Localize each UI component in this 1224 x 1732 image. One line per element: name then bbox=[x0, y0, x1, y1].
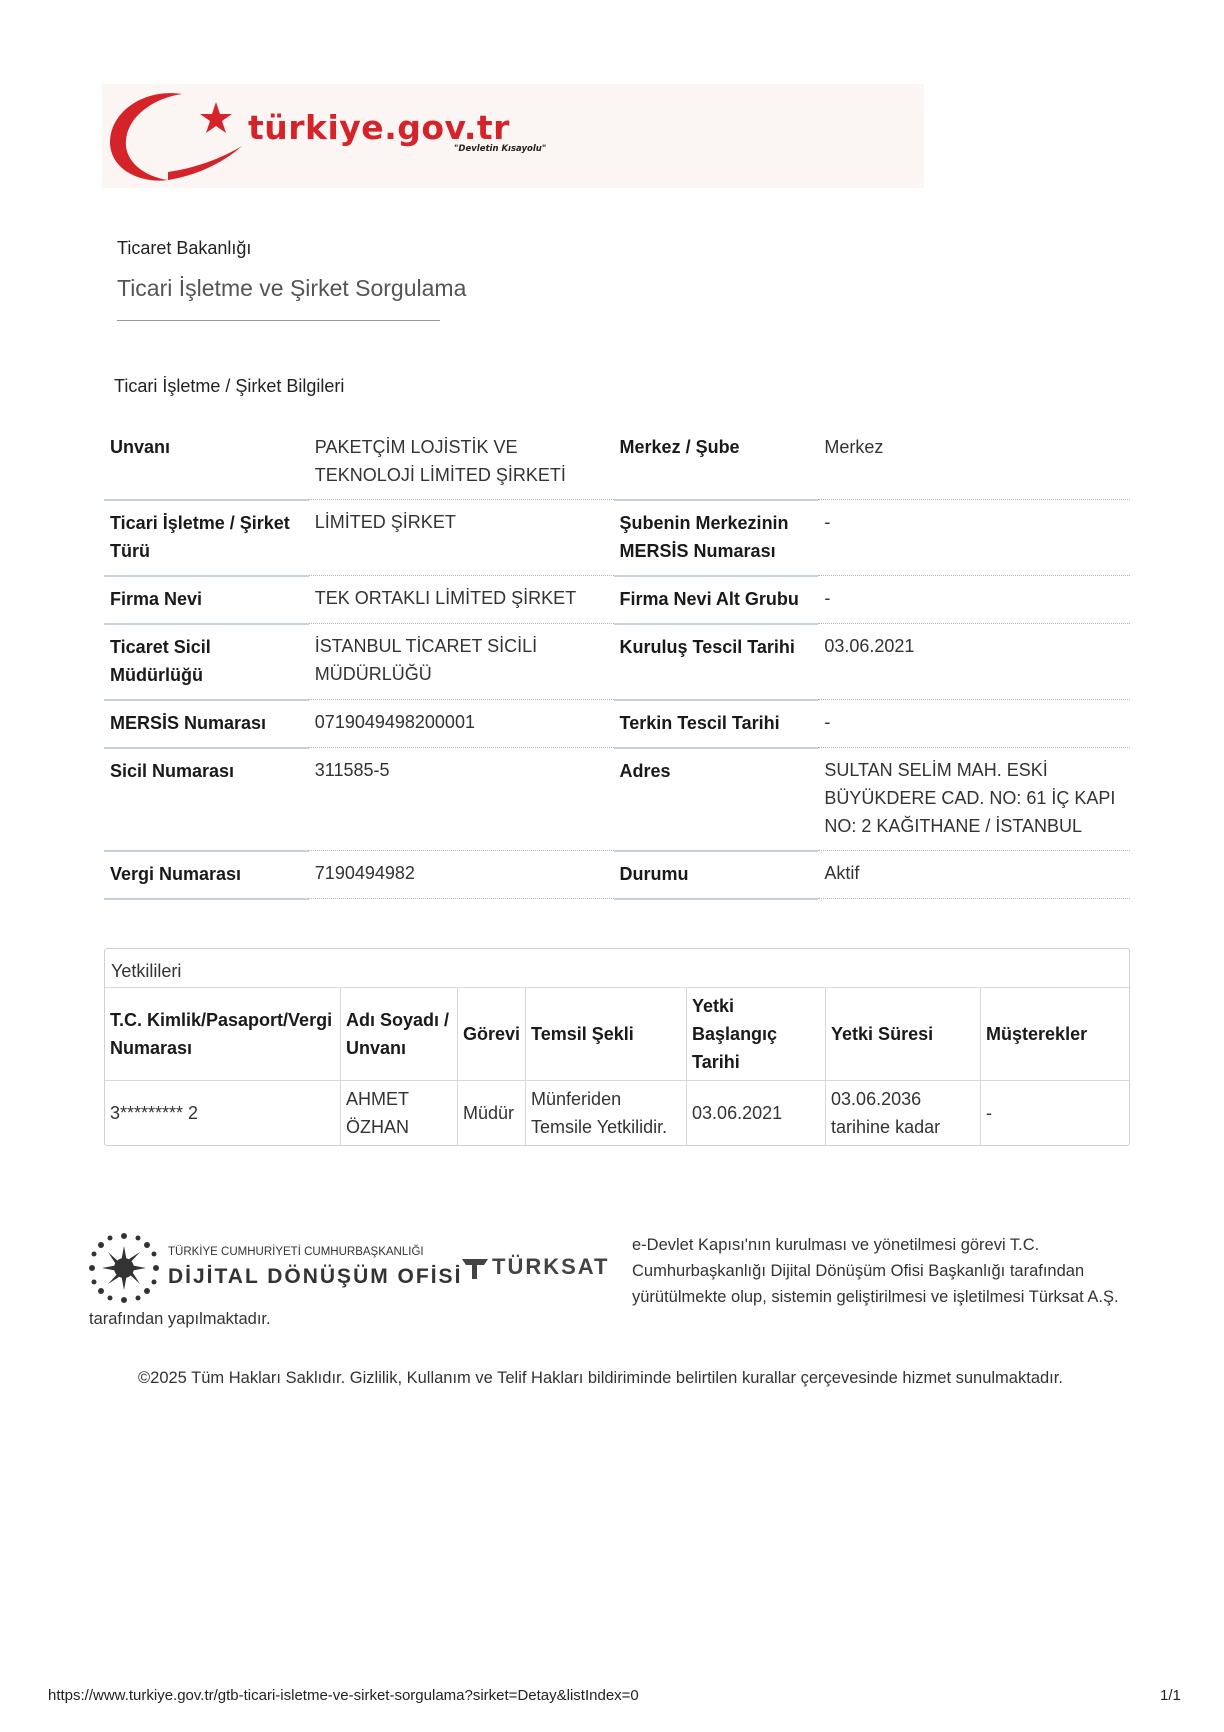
info-label: Kuruluş Tescil Tarihi bbox=[614, 624, 819, 700]
info-value: 0719049498200001 bbox=[309, 700, 614, 748]
info-label: MERSİS Numarası bbox=[104, 700, 309, 748]
crescent-star-logo-icon bbox=[104, 84, 254, 188]
info-value: - bbox=[818, 700, 1130, 748]
info-label: Durumu bbox=[614, 851, 819, 899]
info-value: - bbox=[818, 500, 1130, 576]
table-header-row bbox=[105, 988, 1129, 1081]
info-value: 311585-5 bbox=[309, 748, 614, 851]
info-row bbox=[104, 851, 1130, 899]
info-label: Merkez / Şube bbox=[614, 425, 819, 500]
table-cell: 3********* 2 bbox=[105, 1081, 341, 1146]
authorized-table bbox=[105, 987, 1129, 1145]
info-label: Unvanı bbox=[104, 425, 309, 500]
info-row bbox=[104, 576, 1130, 624]
column-header: Temsil Şekli bbox=[526, 988, 687, 1081]
column-header: Müşterekler bbox=[981, 988, 1129, 1081]
info-value: 7190494982 bbox=[309, 851, 614, 899]
table-cell: AHMET ÖZHAN bbox=[341, 1081, 458, 1146]
info-value: - bbox=[818, 576, 1130, 624]
footer-description: e-Devlet Kapısı'nın kurulması ve yönetilmesi görevi T.C. Cumhurbaşkanlığı Dijital Dönüşüm Ofisi Başkanlığı tarafından yürütülmekte olup, sistemin geliştirilmesi ve işletilmesi Türksat A.Ş. bbox=[632, 1236, 1119, 1306]
info-row bbox=[104, 748, 1130, 851]
info-label: Şubenin Merkezinin MERSİS Numarası bbox=[614, 500, 819, 576]
info-value: SULTAN SELİM MAH. ESKİ BÜYÜKDERE CAD. NO: 61 İÇ KAPI NO: 2 KAĞITHANE / İSTANBUL bbox=[818, 748, 1130, 851]
info-label: Ticaret Sicil Müdürlüğü bbox=[104, 624, 309, 700]
print-page-number: 1/1 bbox=[1160, 1687, 1181, 1704]
info-value: İSTANBUL TİCARET SİCİLİ MÜDÜRLÜĞÜ bbox=[309, 624, 614, 700]
table-row bbox=[105, 1081, 1129, 1146]
info-label: Vergi Numarası bbox=[104, 851, 309, 899]
authorized-persons-panel bbox=[104, 948, 1130, 1146]
header-banner bbox=[102, 84, 924, 188]
info-label: Firma Nevi Alt Grubu bbox=[614, 576, 819, 624]
ddo-top-text: TÜRKİYE CUMHURİYETİ CUMHURBAŞKANLIĞI bbox=[168, 1246, 424, 1258]
column-header: Görevi bbox=[458, 988, 526, 1081]
info-label: Adres bbox=[614, 748, 819, 851]
digital-transformation-office-logo bbox=[88, 1232, 463, 1304]
info-label: Firma Nevi bbox=[104, 576, 309, 624]
column-header: T.C. Kimlik/Pasaport/Vergi Numarası bbox=[105, 988, 341, 1081]
info-value: Aktif bbox=[818, 851, 1130, 899]
info-row bbox=[104, 425, 1130, 500]
table-cell: - bbox=[981, 1081, 1129, 1146]
title-underline bbox=[117, 320, 440, 321]
column-header: Yetki Süresi bbox=[826, 988, 981, 1081]
info-row bbox=[104, 700, 1130, 748]
info-value: TEK ORTAKLI LİMİTED ŞİRKET bbox=[309, 576, 614, 624]
table-cell: 03.06.2021 bbox=[687, 1081, 826, 1146]
table-cell: Müdür bbox=[458, 1081, 526, 1146]
column-header: Yetki Başlangıç Tarihi bbox=[687, 988, 826, 1081]
star-burst-icon bbox=[88, 1232, 160, 1304]
info-label: Ticari İşletme / Şirket Türü bbox=[104, 500, 309, 576]
info-value: LİMİTED ŞİRKET bbox=[309, 500, 614, 576]
turksat-logo-text: TÜRKSAT bbox=[492, 1254, 610, 1279]
info-value: PAKETÇİM LOJİSTİK VE TEKNOLOJİ LİMİTED ŞİRKETİ bbox=[309, 425, 614, 500]
footer-description-tail: tarafından yapılmaktadır. bbox=[89, 1310, 271, 1328]
page-title: Ticari İşletme ve Şirket Sorgulama bbox=[117, 275, 467, 301]
logo-slogan: "Devletin Kısayolu" bbox=[454, 144, 547, 154]
turksat-mark-icon bbox=[462, 1257, 488, 1279]
ddo-bottom-text: DİJİTAL DÖNÜŞÜM OFİSİ bbox=[168, 1265, 463, 1288]
company-info-table bbox=[104, 425, 1130, 900]
info-row bbox=[104, 624, 1130, 700]
info-value: Merkez bbox=[818, 425, 1130, 500]
section-title: Ticari İşletme / Şirket Bilgileri bbox=[114, 376, 345, 396]
info-label: Sicil Numarası bbox=[104, 748, 309, 851]
ministry-name: Ticaret Bakanlığı bbox=[117, 238, 252, 258]
column-header: Adı Soyadı / Unvanı bbox=[341, 988, 458, 1081]
logo-text: türkiye.gov.tr bbox=[248, 108, 510, 147]
table-cell: 03.06.2036 tarihine kadar bbox=[826, 1081, 981, 1146]
print-url: https://www.turkiye.gov.tr/gtb-ticari-isletme-ve-sirket-sorgulama?sirket=Detay&listIndex=0 bbox=[48, 1687, 639, 1704]
info-label: Terkin Tescil Tarihi bbox=[614, 700, 819, 748]
info-value: 03.06.2021 bbox=[818, 624, 1130, 700]
authorized-title: Yetkilileri bbox=[111, 961, 182, 981]
table-cell: Münferiden Temsile Yetkilidir. bbox=[526, 1081, 687, 1146]
copyright-notice: ©2025 Tüm Hakları Saklıdır. Gizlilik, Kullanım ve Telif Hakları bildiriminde belirtilen kurallar çerçevesinde hizmet sunulmaktadır. bbox=[138, 1369, 1063, 1387]
info-row bbox=[104, 500, 1130, 576]
